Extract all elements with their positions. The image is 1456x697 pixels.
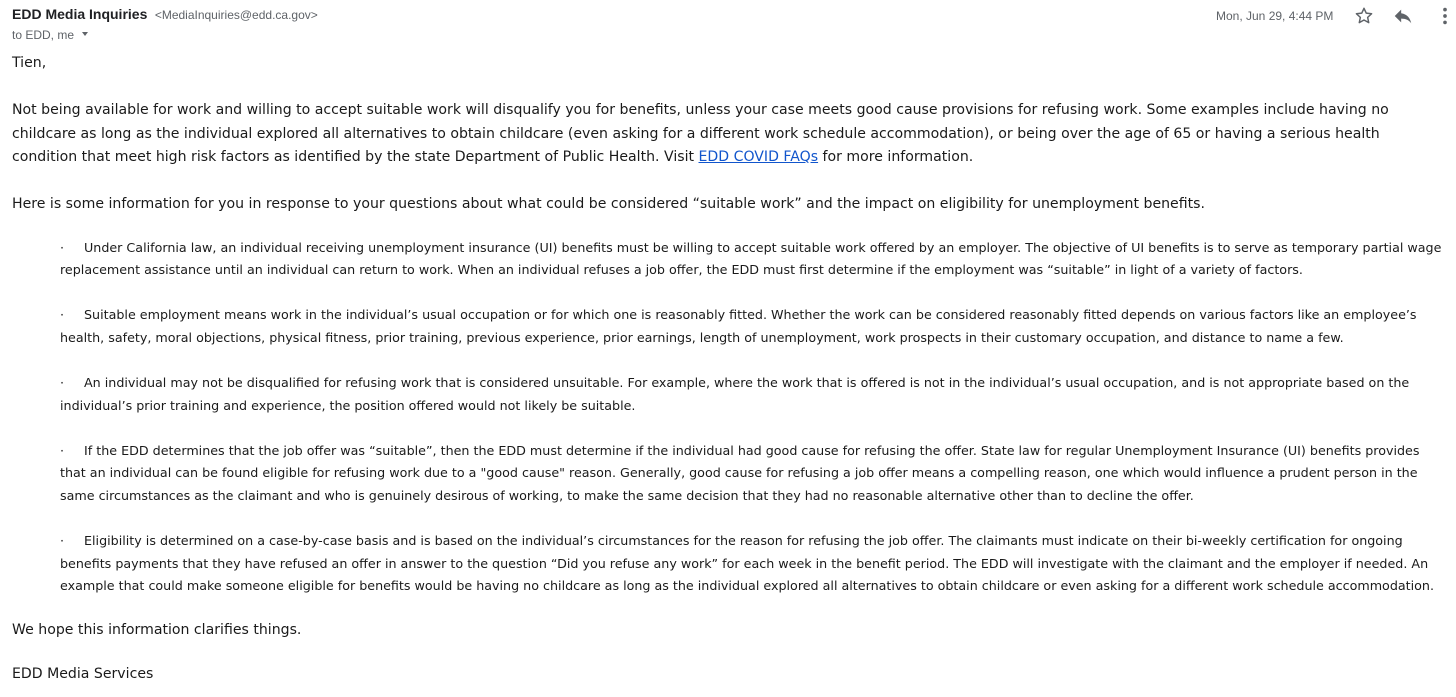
signature: EDD Media Services: [12, 666, 154, 683]
recipients-line: [12, 28, 88, 42]
bullet-dot: ·: [60, 307, 65, 323]
bullet-item: [60, 372, 1444, 417]
closing-line: We hope this information clarifies things.: [12, 621, 302, 638]
message-body: [12, 52, 1444, 687]
bullet-text: If the EDD determines that the job offer was “suitable”, then the EDD must determine if the individual had good cause for refusing the offer. State law for regular Unemployment Insurance (UI) benefits provides that an individual can be found eligible for refusing work due to a "good cause" reason. Generally, good cause for refusing a job offer means a compelling reason, one which would influence a prudent person in the same circumstances as the claimant and who is genuinely desirous of working, to make the same decision that they had no reasonable alternative other than to decline the offer.: [60, 442, 1420, 504]
bullet-item: [60, 530, 1444, 598]
show-details-chevron-down-icon[interactable]: [82, 32, 88, 36]
bullet-dot: ·: [60, 442, 65, 458]
intro-text-start: Not being available for work and willing to accept suitable work will disqualify you for benefits, unless your case meets good cause provisions for refusing work. Some examples include having no childcare as long as the individual explored all alternatives to obtain childcare (even asking for a different work schedule accommodation), or being over the age of 65 or having a serious health condition that meet high risk factors as identified by the state Department of Public Health. Visit: [12, 102, 1389, 165]
bullet-text: Eligibility is determined on a case-by-case basis and is based on the individual’s circumstances for the reason for refusing the job offer. The claimants must indicate on their bi-weekly certification for ongoing benefits payments that they have refused an offer in answer to the question “Did you refuse any work” for each week in the benefit period. The EDD will investigate with the claimant and the employer if needed. An example that could make someone eligible for benefits would be having no childcare as long as the individual explored all alternatives to obtain childcare or even asking for a different work schedule accommodation.: [60, 533, 1434, 594]
bullet-text: An individual may not be disqualified for refusing work that is considered unsuitable. For example, where the work that is offered is not in the individual’s usual occupation, and is not appropriate based on the individual’s prior training and experience, the position offered would not likely be suitable.: [60, 375, 1410, 413]
star-icon[interactable]: [1353, 5, 1375, 27]
more-icon[interactable]: [1434, 5, 1456, 27]
reply-icon[interactable]: [1392, 5, 1414, 27]
intro-paragraph: [12, 99, 1444, 170]
bullet-text: Suitable employment means work in the individual’s usual occupation or for which one is reasonably fitted. Whether the work can be considered reasonably fitted depends on various factors like an employee’s health, safety, moral objections, physical fitness, prior training, previous experience, prior earnings, length of unemployment, work prospects in their customary occupation, and distance to name a few.: [60, 307, 1417, 345]
bullet-text: Under California law, an individual receiving unemployment insurance (UI) benefits must be willing to accept suitable work offered by an employer. The objective of UI benefits is to serve as temporary partial wage replacement assistance until an individual can return to work. When an individual refuses a job offer, the EDD must first determine if the employment was “suitable” in light of a variety of factors.: [60, 239, 1442, 278]
bullet-item: [60, 440, 1444, 508]
intro-text-end: for more information.: [818, 149, 974, 165]
bullet-item: [60, 304, 1444, 349]
bullet-dot: ·: [60, 533, 65, 549]
sender-email: <MediaInquiries@edd.ca.gov>: [154, 8, 318, 22]
lead-paragraph: Here is some information for you in response to your questions about what could be considered “suitable work” and the impact on eligibility for unemployment benefits.: [12, 196, 1205, 212]
sender-name[interactable]: EDD Media Inquiries: [12, 6, 148, 22]
bullet-dot: ·: [60, 375, 65, 391]
sender-line: [12, 6, 318, 24]
bullet-dot: ·: [60, 239, 65, 255]
message-date: Mon, Jun 29, 4:44 PM: [1216, 9, 1334, 23]
recipients-text: to EDD, me: [12, 28, 75, 42]
edd-covid-faqs-link[interactable]: EDD COVID FAQs: [698, 149, 819, 165]
greeting: Tien,: [12, 55, 47, 71]
bullet-item: [60, 237, 1444, 282]
message-header: [0, 0, 1456, 50]
